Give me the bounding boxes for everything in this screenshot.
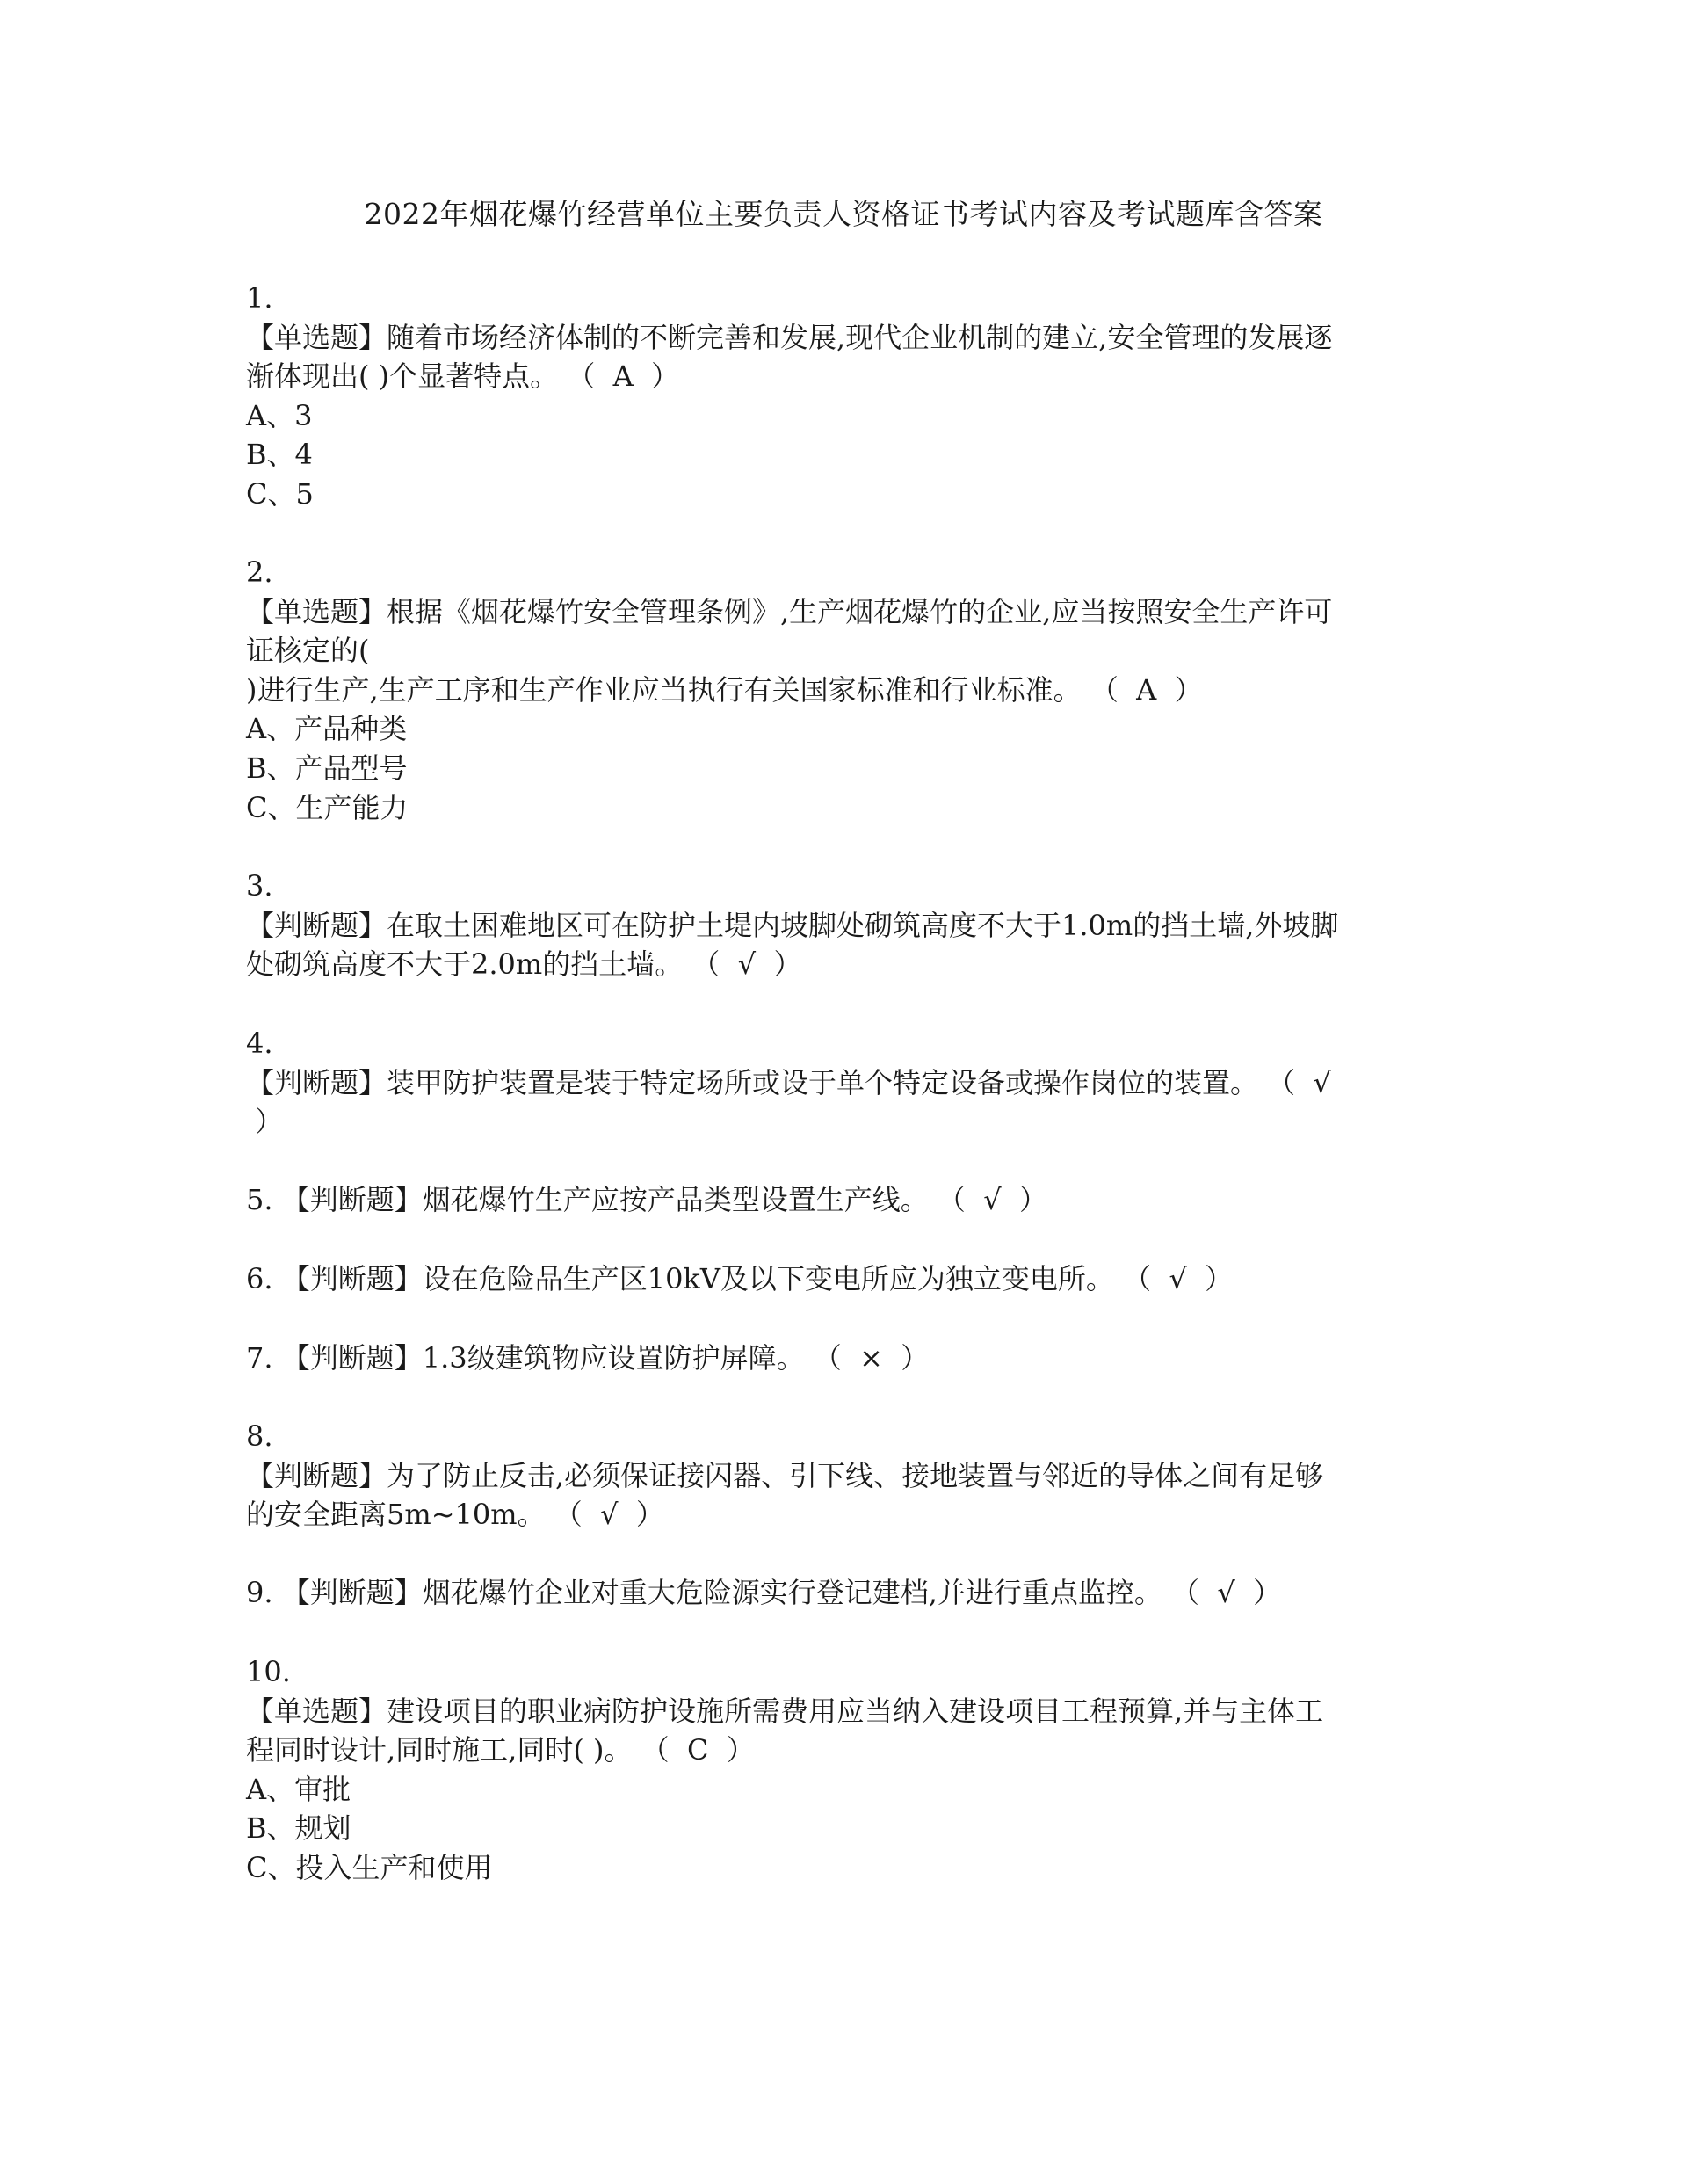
question-stem: 7. 【判断题】1.3级建筑物应设置防护屏障。 （ × ） xyxy=(246,1341,930,1375)
question-stem: 【单选题】建设项目的职业病防护设施所需费用应当纳入建设项目工程预算,并与主体工 xyxy=(246,1694,1324,1728)
question-stem: 【判断题】为了防止反击,必须保证接闪器、引下线、接地装置与邻近的导体之间有足够 xyxy=(246,1458,1324,1492)
option-c: C、生产能力 xyxy=(246,790,409,824)
question-stem: 证核定的( xyxy=(246,634,370,668)
question-stem: ） xyxy=(246,1105,284,1139)
question-number: 1. xyxy=(246,281,273,315)
question-stem: 6. 【判断题】设在危险品生产区10kV及以下变电所应为独立变电所。 （ √ ） xyxy=(246,1262,1234,1295)
question-9-text xyxy=(246,1573,1441,1613)
option-a: A、审批 xyxy=(246,1772,351,1806)
question-3-text xyxy=(246,867,1441,984)
question-10-text xyxy=(246,1652,1441,1888)
question-4-text xyxy=(246,1024,1441,1142)
question-stem: 【判断题】在取土困难地区可在防护土堤内坡脚处砌筑高度不大于1.0m的挡土墙,外坡脚 xyxy=(246,908,1339,942)
question-number: 4. xyxy=(246,1027,273,1060)
option-c: C、投入生产和使用 xyxy=(246,1850,493,1884)
question-number: 8. xyxy=(246,1419,273,1453)
document-title: 2022年烟花爆竹经营单位主要负责人资格证书考试内容及考试题库含答案 xyxy=(364,197,1323,231)
question-stem: 【单选题】随着市场经济体制的不断完善和发展,现代企业机制的建立,安全管理的发展逐 xyxy=(246,320,1333,354)
option-c: C、5 xyxy=(246,476,314,511)
question-number: 2. xyxy=(246,555,273,589)
question-8-text xyxy=(246,1417,1441,1535)
question-stem: 【单选题】根据《烟花爆竹安全管理条例》,生产烟花爆竹的企业,应当按照安全生产许可 xyxy=(246,594,1333,628)
question-number: 3. xyxy=(246,869,273,903)
question-stem: 程同时设计,同时施工,同时( )。 （ C ） xyxy=(246,1733,755,1767)
option-b: B、4 xyxy=(246,438,313,472)
question-1-text xyxy=(246,279,1441,514)
question-6-text xyxy=(246,1259,1441,1299)
option-b: B、产品型号 xyxy=(246,751,408,785)
question-stem: 5. 【判断题】烟花爆竹生产应按产品类型设置生产线。 （ √ ） xyxy=(246,1183,1047,1216)
question-stem: )进行生产,生产工序和生产作业应当执行有关国家标准和行业标准。 （ A ） xyxy=(246,672,1203,707)
option-a: A、3 xyxy=(246,398,313,432)
question-stem: 9. 【判断题】烟花爆竹企业对重大危险源实行登记建档,并进行重点监控。 （ √ ） xyxy=(246,1576,1282,1609)
question-5-text xyxy=(246,1180,1441,1220)
question-stem: 渐体现出( )个显著特点。 （ A ） xyxy=(246,359,680,394)
option-b: B、规划 xyxy=(246,1811,351,1846)
question-stem: 处砌筑高度不大于2.0m的挡土墙。 （ √ ） xyxy=(246,947,802,982)
question-stem: 的安全距离5m~10m。 （ √ ） xyxy=(246,1498,664,1532)
question-number: 10. xyxy=(246,1655,291,1688)
question-stem: 【判断题】装甲防护装置是装于特定场所或设于单个特定设备或操作岗位的装置。 （ √ xyxy=(246,1065,1331,1099)
question-2-text xyxy=(246,553,1441,827)
question-7-text xyxy=(246,1339,1441,1378)
option-a: A、产品种类 xyxy=(246,712,408,746)
